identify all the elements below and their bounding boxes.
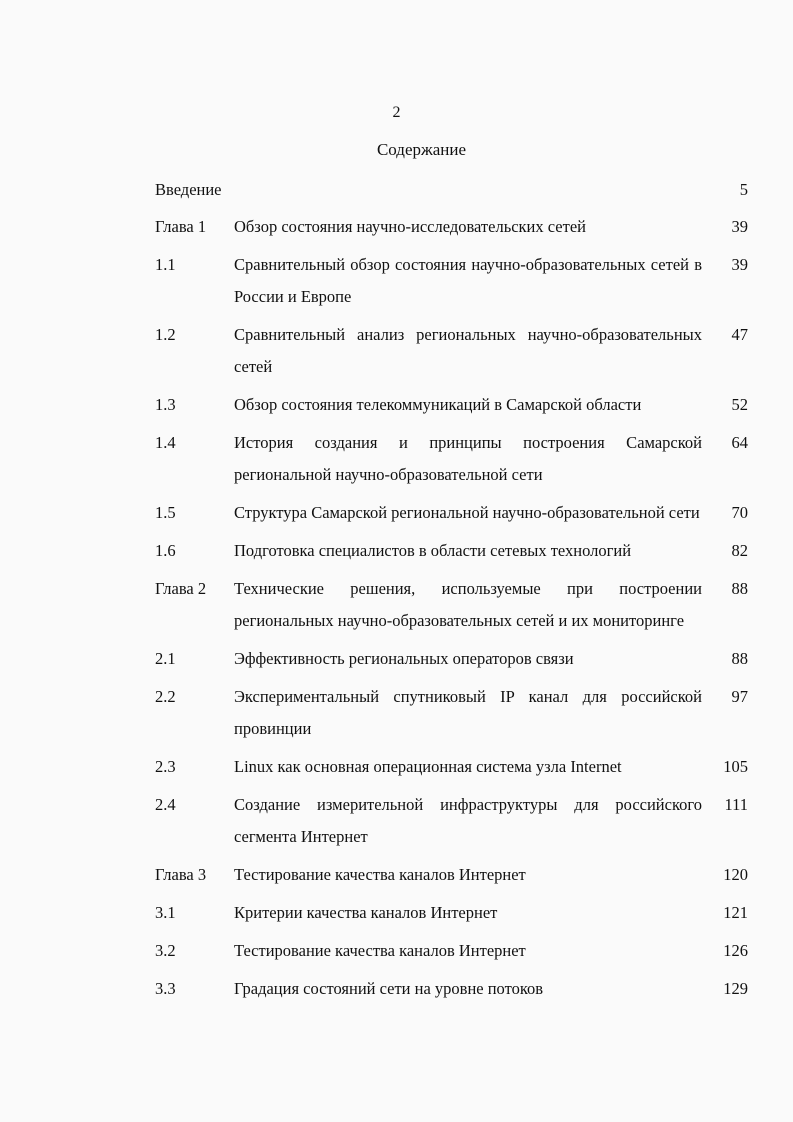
toc-entry bbox=[155, 427, 751, 491]
toc-entry-number: 1.3 bbox=[155, 395, 176, 414]
toc-entry-title: Тестирование качества каналов Интернет bbox=[234, 865, 526, 884]
toc-entry bbox=[155, 389, 751, 421]
toc-entry-page: 52 bbox=[731, 395, 748, 414]
toc-entry-title: Сравнительный обзор состояния научно-образовательных сетей в России и Европе bbox=[234, 255, 702, 306]
toc-entry-page: 82 bbox=[731, 541, 748, 560]
toc-entry-title: История создания и принципы построения Самарской региональной научно-образовательной сети bbox=[234, 433, 702, 484]
toc-entry-page: 111 bbox=[724, 795, 748, 814]
toc-entry-page: 5 bbox=[739, 180, 749, 199]
toc-entry bbox=[155, 897, 751, 929]
toc-entry-title: Создание измерительной инфраструктуры для российского сегмента Интернет bbox=[234, 795, 702, 846]
toc-entry-page: 97 bbox=[731, 687, 748, 706]
toc-entry-number: Глава 2 bbox=[155, 579, 207, 598]
toc-entry bbox=[155, 211, 751, 243]
toc-entry-title: Экспериментальный спутниковый IP канал для российской провинции bbox=[234, 687, 702, 738]
toc-entry-title: Обзор состояния научно-исследовательских сетей bbox=[234, 217, 586, 236]
toc-entry-number: 1.1 bbox=[155, 255, 176, 274]
toc-entry-number: 1.2 bbox=[155, 325, 176, 344]
toc-entry-title: Технические решения, используемые при построении региональных научно-образовательных сетей и их мониторинге bbox=[234, 579, 702, 630]
toc-entry bbox=[155, 789, 751, 853]
toc-entry-page: 126 bbox=[723, 941, 748, 960]
toc-entry-title: Тестирование качества каналов Интернет bbox=[234, 941, 526, 960]
toc-entry-number: 3.1 bbox=[155, 903, 176, 922]
toc-entry bbox=[155, 935, 751, 967]
toc-entry-page: 47 bbox=[731, 325, 748, 344]
table-of-contents bbox=[155, 174, 751, 1011]
toc-entry-page: 88 bbox=[731, 649, 748, 668]
toc-entry bbox=[155, 249, 751, 313]
toc-entry-number: 1.4 bbox=[155, 433, 176, 452]
toc-entry-title: Обзор состояния телекоммуникаций в Самарской области bbox=[234, 395, 642, 414]
toc-entry-title: Градация состояний сети на уровне потоков bbox=[234, 979, 544, 998]
toc-entry-number: Глава 3 bbox=[155, 865, 207, 884]
toc-entry-page: 88 bbox=[731, 579, 748, 598]
toc-entry-title: Сравнительный анализ региональных научно-образовательных сетей bbox=[234, 325, 702, 376]
toc-entry-number: 1.6 bbox=[155, 541, 176, 560]
toc-entry-title: Подготовка специалистов в области сетевых технологий bbox=[234, 541, 632, 560]
toc-entry bbox=[155, 497, 751, 529]
toc-entry-title: Критерии качества каналов Интернет bbox=[234, 903, 498, 922]
page-number: 2 bbox=[392, 104, 401, 121]
toc-entry-number: 2.3 bbox=[155, 757, 176, 776]
toc-entry bbox=[155, 643, 751, 675]
toc-entry-page: 129 bbox=[723, 979, 748, 998]
toc-entry bbox=[155, 751, 751, 783]
toc-heading: Содержание bbox=[376, 140, 467, 159]
toc-entry-page: 39 bbox=[731, 255, 748, 274]
toc-entry-title: Эффективность региональных операторов связи bbox=[234, 649, 574, 668]
toc-entry bbox=[155, 573, 751, 637]
toc-entry-number: 3.3 bbox=[155, 979, 176, 998]
toc-entry-page: 39 bbox=[731, 217, 748, 236]
toc-entry-number: 2.1 bbox=[155, 649, 176, 668]
toc-entry bbox=[155, 535, 751, 567]
toc-entry-page: 105 bbox=[723, 757, 748, 776]
toc-entry-page: 70 bbox=[731, 503, 748, 522]
toc-entry-intro bbox=[155, 174, 751, 206]
toc-entry-page: 121 bbox=[723, 903, 748, 922]
toc-entry-page: 120 bbox=[723, 865, 748, 884]
toc-entry-number: 1.5 bbox=[155, 503, 176, 522]
toc-entry-title: Введение bbox=[155, 180, 222, 199]
toc-entry-number: Глава 1 bbox=[155, 217, 207, 236]
toc-entry-page: 64 bbox=[731, 433, 748, 452]
toc-entry-number: 3.2 bbox=[155, 941, 176, 960]
toc-entry-number: 2.4 bbox=[155, 795, 176, 814]
toc-entry-title: Структура Самарской региональной научно-образовательной сети bbox=[234, 503, 700, 522]
toc-entry bbox=[155, 681, 751, 745]
toc-entry bbox=[155, 319, 751, 383]
toc-entries bbox=[155, 211, 751, 1005]
toc-entry bbox=[155, 973, 751, 1005]
toc-entry-number: 2.2 bbox=[155, 687, 176, 706]
toc-entry bbox=[155, 859, 751, 891]
toc-entry-title: Linux как основная операционная система узла Internet bbox=[234, 757, 622, 776]
